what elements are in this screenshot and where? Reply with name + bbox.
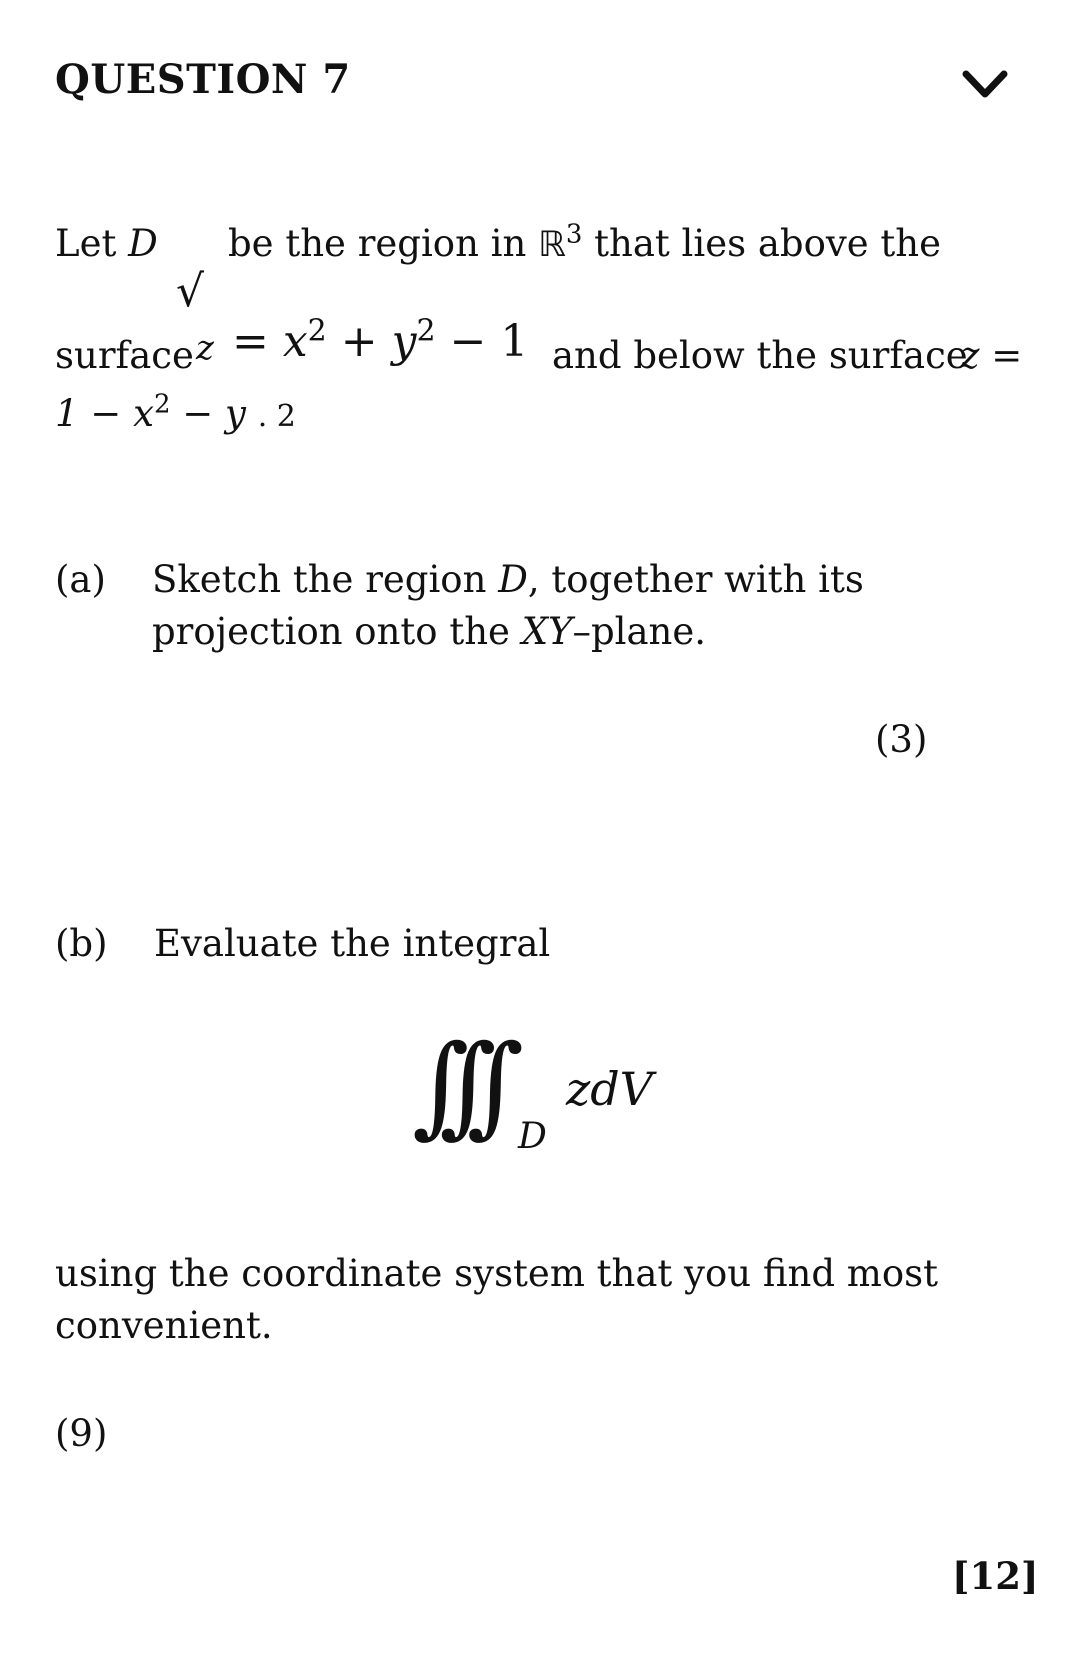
part-a-line2 (152, 610, 706, 653)
intro-let (55, 222, 158, 265)
triple-integral-signs: ∫∫∫ (412, 1021, 494, 1149)
region-symbol-D: D (128, 222, 158, 265)
eq1-z: z (196, 328, 214, 368)
question-title: QUESTION 7 (55, 56, 351, 103)
intro-surface: surface (55, 334, 194, 377)
part-b-line2: convenient. (55, 1304, 273, 1347)
part-a-line1-pre: Sketch the region (152, 558, 487, 601)
part-a-marks: (3) (875, 718, 928, 761)
eq2-z: z = (960, 334, 1023, 377)
integral-subscript-D: D (518, 1116, 547, 1157)
real-numbers-symbol: ℝ (538, 225, 566, 265)
part-a-label: (a) (55, 558, 106, 601)
eq1-x-term: = x (232, 316, 308, 367)
eq2-tail: . 2 (257, 399, 296, 434)
intro-be-region-text: be the region in (228, 222, 527, 265)
eq1-constant: − 1 (449, 316, 529, 367)
part-b-label: (b) (55, 922, 108, 965)
equation-lower-surface (232, 313, 529, 367)
eq2-x-term: 1 − x (55, 392, 154, 435)
equation-upper-surface (55, 389, 296, 435)
eq1-y-power: 2 (416, 313, 436, 349)
intro-and-below: and below the surface (552, 334, 968, 377)
part-b-marks: (9) (55, 1412, 108, 1455)
intro-lies-above: that lies above the (594, 222, 942, 265)
part-a-line1 (152, 558, 864, 601)
intro-be-region (228, 219, 942, 265)
part-a-line1-post: , together with its (527, 558, 864, 601)
part-b-text: Evaluate the integral (154, 922, 551, 965)
part-a-XY: XY (521, 610, 573, 653)
part-a-line2-post: –plane. (572, 610, 707, 653)
real-numbers-power: 3 (565, 219, 583, 250)
eq2-x-power: 2 (153, 389, 171, 420)
sqrt-symbol: √ (176, 266, 205, 317)
eq2-y-term: − y (182, 392, 246, 435)
eq1-x-power: 2 (307, 313, 327, 349)
chevron-down-icon[interactable] (962, 68, 1008, 102)
integrand: zdV (566, 1062, 653, 1116)
intro-let-word: Let (55, 222, 117, 265)
part-a-D: D (498, 558, 528, 601)
part-b-line1: using the coordinate system that you find most (55, 1252, 938, 1295)
eq1-y-term: + y (340, 316, 417, 367)
total-marks: [12] (952, 1554, 1039, 1598)
part-a-line2-pre: projection onto the (152, 610, 510, 653)
